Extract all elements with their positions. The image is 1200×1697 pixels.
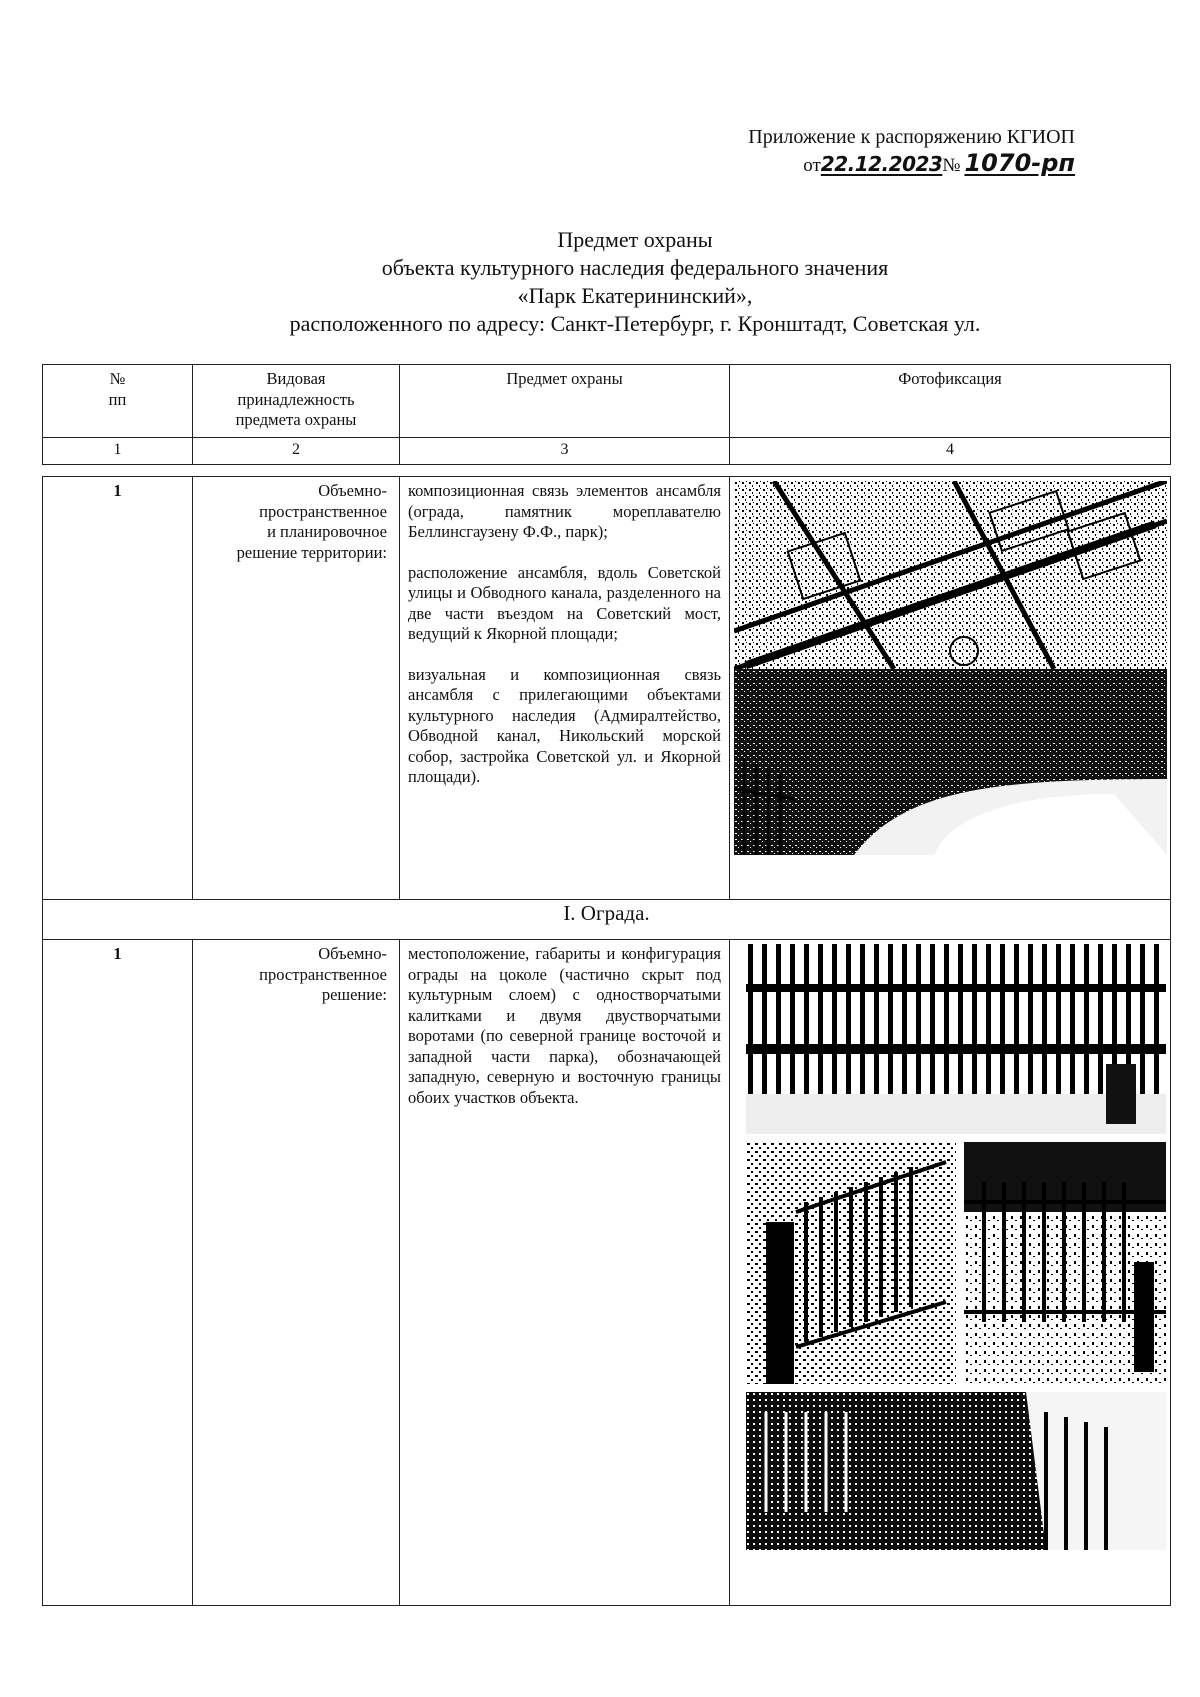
attachment-from-label: от — [803, 155, 821, 176]
map-photo — [734, 481, 1167, 669]
row-photos — [730, 477, 1171, 900]
row-subject — [400, 940, 730, 1606]
handwritten-date: 22.12.2023 — [820, 152, 943, 176]
document-title — [0, 226, 1200, 338]
gap-cell — [43, 465, 1171, 477]
gate-photo-left — [746, 1142, 956, 1384]
photo-row — [746, 1142, 1166, 1384]
subject-paragraph: визуальная и композиционная связь ансамбля с прилегающими объектами культурного наследия (Адмиралтейство, Обводной канал, Никольский морской собор, застройка Советской ул. и Якорной площади). — [408, 664, 721, 786]
row-type: Объемно- пространственное и планировочное решение территории: — [193, 477, 400, 900]
header-subject: Предмет охраны — [400, 365, 730, 438]
table-header-row — [43, 365, 1171, 438]
header-num: № пп — [43, 365, 193, 438]
row-number: 1 — [43, 940, 193, 1606]
protection-table — [42, 364, 1171, 1606]
fence-photo — [746, 944, 1166, 1134]
column-index: 1 — [43, 438, 193, 465]
column-index: 4 — [730, 438, 1171, 465]
row-number: 1 — [43, 477, 193, 900]
header-photo: Фотофиксация — [730, 365, 1171, 438]
title-line-3: «Парк Екатерининский», — [517, 283, 753, 308]
row-photos — [730, 940, 1171, 1606]
column-index: 2 — [193, 438, 400, 465]
row-subject — [400, 477, 730, 900]
park-photo — [734, 669, 1167, 855]
attachment-date-number — [748, 150, 1075, 179]
title-line-2: объекта культурного наследия федерального значения — [381, 255, 889, 280]
fence-photo-bottom — [746, 1392, 1166, 1550]
subject-paragraph: расположение ансамбля, вдоль Советской улицы и Обводного канала, разделенного на две части въездом на Советский мост, ведущий к Якорной площади; — [408, 562, 721, 643]
title-line-1: Предмет охраны — [557, 227, 713, 252]
table-row — [43, 477, 1171, 900]
section-row — [43, 900, 1171, 940]
column-index-row — [43, 438, 1171, 465]
row-type: Объемно- пространственное решение: — [193, 940, 400, 1606]
section-title: I. Ограда. — [43, 900, 1171, 940]
title-line-4: расположенного по адресу: Санкт-Петербург, г. Кронштадт, Советская ул. — [289, 311, 981, 336]
handwritten-number: 1070-рп — [964, 149, 1075, 177]
attachment-header — [748, 124, 1075, 179]
attachment-line: Приложение к распоряжению КГИОП — [748, 126, 1075, 148]
subject-paragraph: композиционная связь элементов ансамбля (ограда, памятник мореплавателю Беллинсгаузену Ф.Ф., парк); — [408, 481, 721, 541]
gate-photo-right — [964, 1142, 1166, 1384]
header-type: Видовая принадлежность предмета охраны — [193, 365, 400, 438]
row-gap — [43, 465, 1171, 477]
column-index: 3 — [400, 438, 730, 465]
table-row — [43, 940, 1171, 1606]
number-sign: № — [942, 155, 961, 176]
subject-paragraph: местоположение, габариты и конфигурация ограды на цоколе (частично скрыт под культурным слоем) с одностворчатыми калитками и двумя двустворчатыми воротами (по северной границе восточой и западной части парка), обозначающей западную, северную и восточную границы обоих участков объекта. — [408, 944, 721, 1107]
